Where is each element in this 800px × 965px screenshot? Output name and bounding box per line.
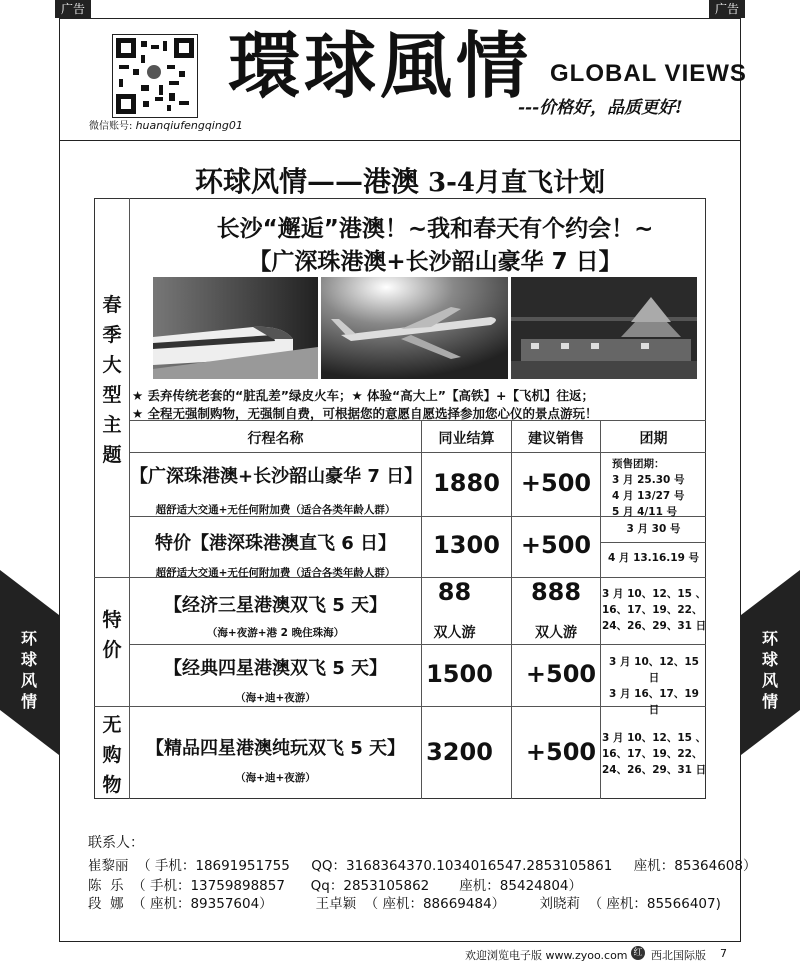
ad-tag-left: 广告	[55, 0, 91, 18]
tour-dates	[612, 456, 685, 520]
table-row	[130, 462, 421, 517]
category-char: 题	[102, 444, 122, 466]
date-line: 3 月 25.30 号	[612, 474, 685, 486]
category-char: 物	[102, 774, 122, 796]
retail-price: +500	[520, 469, 592, 497]
wechat-account	[89, 117, 243, 132]
footer-site[interactable]: 欢迎浏览电子版 www.zyoo.com	[465, 949, 628, 962]
category-char: 无	[102, 714, 122, 736]
side-label-right: 环球风情	[761, 629, 778, 711]
plane-photo	[321, 277, 508, 379]
feature-bullet: ★ 丢弃传统老套的“脏乱差”绿皮火车；★ 体验“高大上”【高铁】+【飞机】往返；	[132, 388, 594, 403]
brand-logo: 環球風情	[228, 23, 533, 108]
date-line: 24、26、29、31 日	[602, 764, 707, 776]
header-retail: 建议销售	[528, 431, 584, 447]
global-views-logo: GLOBAL VIEWS	[550, 60, 747, 87]
contact-line: 段 娜 （ 座机：89357604） 王卓颖 （ 座机：88669484） 刘晓莉 （ 座机：85566407)	[88, 896, 721, 912]
category-spring	[95, 290, 129, 470]
tour-date: 4 月 13.16.19 号	[607, 552, 700, 564]
table-row	[130, 529, 421, 580]
main-title-part2: 3-4月直飞计划	[418, 168, 606, 198]
date-line: 日	[648, 704, 660, 716]
category-char: 主	[102, 414, 122, 436]
category-char: 大	[102, 354, 122, 376]
side-label-left: 环球风情	[20, 629, 37, 711]
table-divider	[600, 542, 706, 543]
date-line: 3 月 10、12、15 、	[602, 588, 707, 600]
date-line: 3 月 10、12、15 、	[602, 732, 707, 744]
date-line: 16、17、19、22、	[602, 604, 703, 616]
banner-line2: 【广深珠港澳+长沙韶山豪华 7 日】	[248, 249, 622, 275]
category-char: 购	[102, 744, 122, 766]
route-name: 【精品四星港澳纯玩双飞 5 天】	[145, 738, 406, 759]
contact-line: 陈 乐 （ 手机：13759898857 Qq：2853105862 座机：85424804）	[88, 878, 583, 894]
table-divider	[129, 644, 706, 645]
trade-price: 88	[437, 578, 472, 606]
night-city-photo	[511, 277, 697, 379]
date-line: 5 月 4/11 号	[612, 506, 678, 518]
retail-price: +500	[520, 531, 592, 559]
trade-price: 3200	[426, 738, 493, 766]
trade-price: 1500	[426, 660, 493, 688]
category-char: 季	[102, 324, 122, 346]
category-char: 价	[102, 639, 122, 661]
retail-price: +500	[525, 738, 597, 766]
header-trade: 同业结算	[438, 431, 495, 447]
tour-dates	[602, 586, 706, 634]
retail-price: +500	[525, 660, 597, 688]
table-row	[130, 734, 421, 785]
date-line: 4 月 13/27 号	[612, 490, 685, 502]
table-divider	[129, 452, 706, 453]
category-char: 型	[102, 384, 122, 406]
side-banner-left	[0, 570, 59, 755]
slogan: ---价格好，品质更好!	[518, 98, 683, 118]
route-name: 【广深珠港澳+长沙韶山豪华 7 日】	[130, 466, 423, 487]
retail-note: 双人游	[535, 625, 577, 641]
route-desc: （海+迪+夜游）	[235, 772, 316, 784]
main-title	[0, 160, 800, 200]
ad-tag-right: 广告	[709, 0, 745, 18]
date-line: 24、26、29、31 日	[602, 620, 707, 632]
table-row	[130, 591, 421, 640]
route-desc: 超舒适大交通+无任何附加费（适合各类年龄人群）	[155, 504, 396, 516]
banner-line1: 长沙“邂逅”港澳！~我和春天有个约会！~	[216, 216, 654, 242]
date-line: 预售团期：	[612, 458, 665, 470]
route-desc: 超舒适大交通+无任何附加费（适合各类年龄人群）	[155, 567, 396, 579]
route-name: 特价【港深珠港澳直飞 6 日】	[154, 533, 397, 554]
train-photo	[153, 277, 318, 379]
category-char: 特	[102, 609, 122, 631]
trade-price: 1880	[433, 469, 500, 497]
header-divider	[59, 140, 741, 141]
retail-price: 888	[530, 578, 582, 606]
footer-badge-icon: 红	[631, 946, 645, 960]
date-line: 3 月 16、17、19	[609, 688, 699, 700]
route-desc: （海+迪+夜游）	[235, 692, 316, 704]
feature-bullet: ★ 全程无强制购物，无强制自费，可根据您的意愿自愿选择参加您心仪的景点游玩！	[132, 406, 598, 421]
category-char: 春	[102, 294, 122, 316]
side-banner-right	[741, 570, 800, 755]
table-row	[130, 654, 421, 705]
route-name: 【经济三星港澳双飞 5 天】	[163, 595, 388, 616]
date-line: 16、17、19、22、	[602, 748, 703, 760]
contact-line: 崔黎丽 （ 手机：18691951755 QQ：3168364370.1034016547.2853105861 座机：85364608）	[88, 858, 757, 874]
tour-dates	[602, 654, 706, 718]
contacts-label: 联系人：	[88, 835, 144, 851]
wechat-id: huanqiufengqing01	[135, 119, 243, 132]
wechat-label: 微信账号:	[89, 121, 133, 132]
trade-note: 双人游	[433, 625, 476, 641]
qr-code-icon[interactable]	[112, 34, 198, 118]
route-name: 【经典四星港澳双飞 5 天】	[163, 658, 388, 679]
trade-price: 1300	[433, 531, 500, 559]
tour-date: 3 月 30 号	[626, 523, 681, 535]
date-line: 3 月 10、12、15 日	[609, 656, 699, 684]
header-route: 行程名称	[247, 431, 304, 447]
header-dates: 团期	[639, 431, 668, 447]
main-title-part1: 环球风情——港澳	[194, 165, 419, 198]
category-special	[95, 605, 129, 665]
page-number: 7	[720, 947, 727, 960]
footer-edition: 西北国际版	[651, 949, 706, 962]
category-noshop	[95, 710, 129, 800]
route-desc: （海+夜游+港 2 晚住珠海）	[206, 627, 345, 639]
tour-dates	[602, 730, 706, 778]
